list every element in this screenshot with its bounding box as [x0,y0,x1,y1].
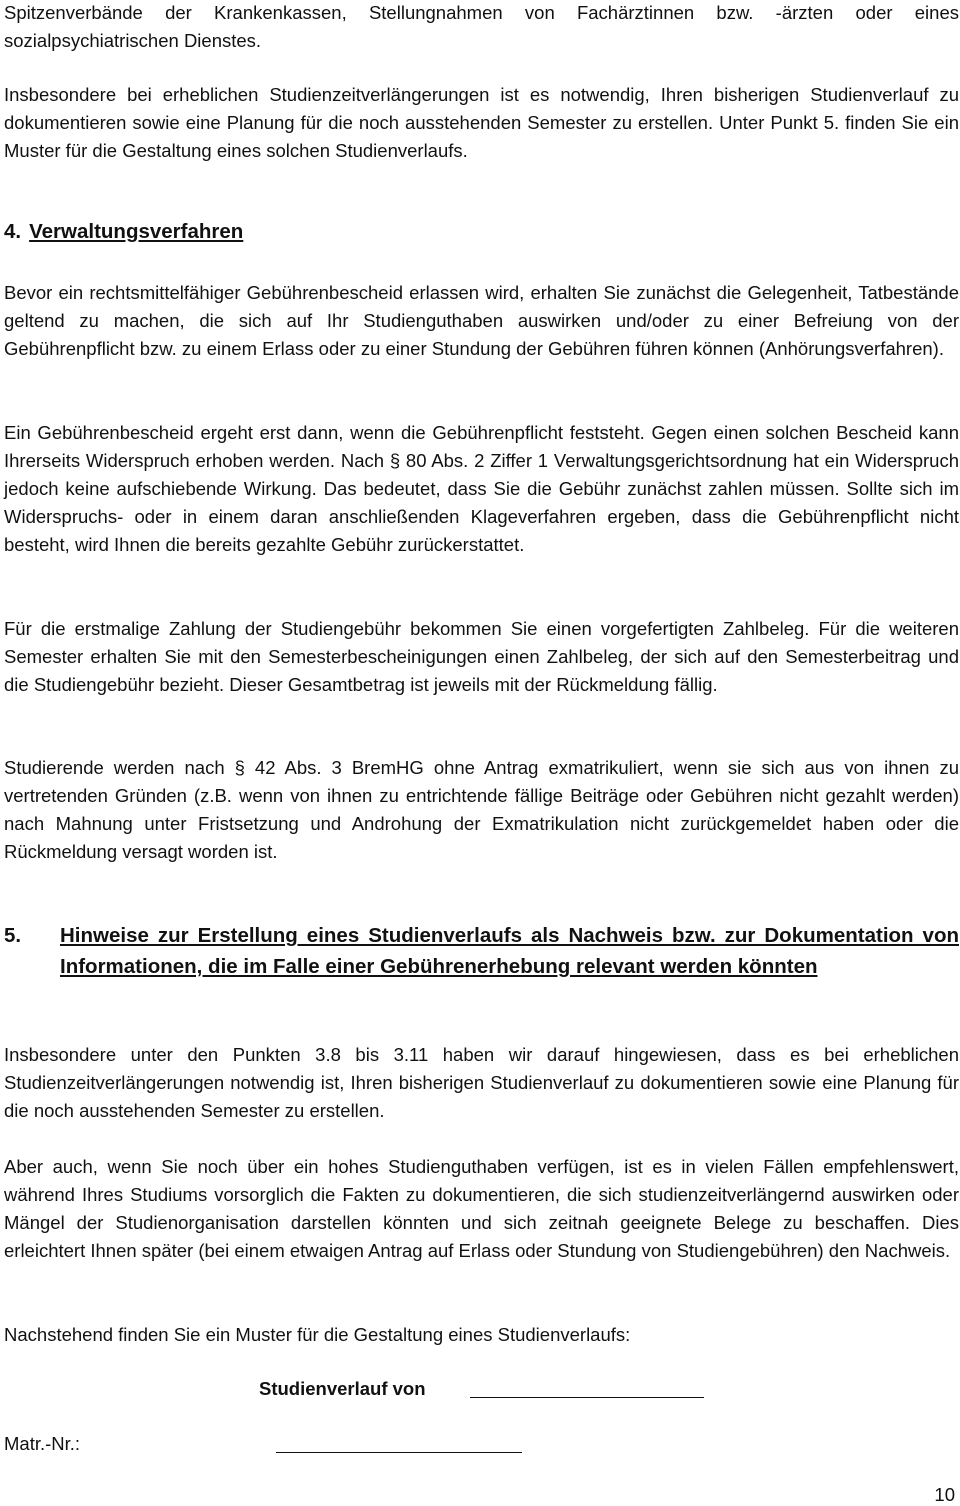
paragraph-anhoerungsverfahren: Bevor ein rechtsmittelfähiger Gebührenbescheid erlassen wird, erhalten Sie zunächst die Gelegenheit, Tatbestände geltend zu machen, die sich auf Ihr Studienguthaben auswirken und/oder zu einer Befreiung von der Gebührenpflicht bzw. zu einem Erlass oder zu einer Stundung der Gebühren führen können (Anhörungsverfahren). [4,282,959,359]
matr-nr-line [276,1452,522,1453]
section-5-title: Hinweise zur Erstellung eines Studienverlaufs als Nachweis bzw. zur Dokumentation von Informationen, die im Falle einer Gebührenerhebung relevant werden könnten [60,924,959,978]
paragraph-punkte-hinweis: Insbesondere unter den Punkten 3.8 bis 3.11 haben wir darauf hingewiesen, dass es bei erheblichen Studienzeitverlängerungen notwendig ist, Ihren bisherigen Studienverlauf zu dokumentieren sowie eine Planung für die noch ausstehenden Semester zu erstellen. [4,1044,959,1121]
section-4-number: 4. [4,220,22,243]
studienverlauf-name-line [470,1397,704,1398]
paragraph-gebuehrenbescheid: Ein Gebührenbescheid ergeht erst dann, wenn die Gebührenpflicht feststeht. Gegen einen solchen Bescheid kann Ihrerseits Widerspruch erhoben werden. Nach § 80 Abs. 2 Ziffer 1 Verwaltungsgerichtsordnung hat ein Widerspruch jedoch keine aufschiebende Wirkung. Das bedeutet, dass Sie die Gebühr zunächst zahlen müssen. Sollte sich im Widerspruchs- oder in einem daran anschließenden Klageverfahren ergeben, dass die Gebührenpflicht nicht besteht, wird Ihnen die bereits gezahlte Gebühr zurückerstattet. [4,422,959,555]
paragraph-dokumentation-empfehlung: Aber auch, wenn Sie noch über ein hohes Studienguthaben verfügen, ist es in vielen Fällen empfehlenswert, während Ihres Studiums vorsorglich die Fakten zu dokumentieren, die sich studienzeitverlängernd auswirken oder Mängel der Studienorganisation darstellen könnten und sich zeitnah geeignete Belege zu beschaffen. Dies erleichtert Ihnen später (bei einem etwaigen Antrag auf Erlass oder Stundung von Studiengebühren) den Nachweis. [4,1156,959,1261]
matr-nr-label: Matr.-Nr.: [4,1433,81,1454]
paragraph-zahlbeleg: Für die erstmalige Zahlung der Studiengebühr bekommen Sie einen vorgefertigten Zahlbeleg. Für die weiteren Semester erhalten Sie mit den Semesterbescheinigungen einen Zahlbeleg, der sich auf den Semesterbeitrag und die Studiengebühr bezieht. Dieser Gesamtbetrag ist jeweils mit der Rückmeldung fällig. [4,618,959,695]
section-5-heading [4,920,959,982]
paragraph-spitzenverbaende: Spitzenverbände der Krankenkassen, Stellungnahmen von Fachärztinnen bzw. -ärzten oder eines sozialpsychiatrischen Dienstes. [4,2,959,51]
paragraph-exmatrikulation: Studierende werden nach § 42 Abs. 3 BremHG ohne Antrag exmatrikuliert, wenn sie sich aus von ihnen zu vertretenden Gründen (z.B. wenn von ihnen zu entrichtende fällige Beiträge oder Gebühren nicht gezahlt werden) nach Mahnung unter Fristsetzung und Androhung der Exmatrikulation nicht zurückgemeldet haben oder die Rückmeldung versagt worden ist. [4,757,959,862]
section-4-title: Verwaltungsverfahren [29,220,244,243]
section-5-number: 5. [4,924,22,947]
paragraph-studienzeitverlaengerung: Insbesondere bei erheblichen Studienzeitverlängerungen ist es notwendig, Ihren bisherigen Studienverlauf zu dokumentieren sowie eine Planung für die noch ausstehenden Semester zu erstellen. Unter Punkt 5. finden Sie ein Muster für die Gestaltung eines solchen Studienverlaufs. [4,84,959,161]
section-4-heading [4,220,243,244]
page-number: 10 [934,1484,955,1505]
studienverlauf-label: Studienverlauf von [259,1378,426,1399]
paragraph-muster-intro: Nachstehend finden Sie ein Muster für die Gestaltung eines Studienverlaufs: [4,1324,631,1345]
document-page [4,0,959,1505]
